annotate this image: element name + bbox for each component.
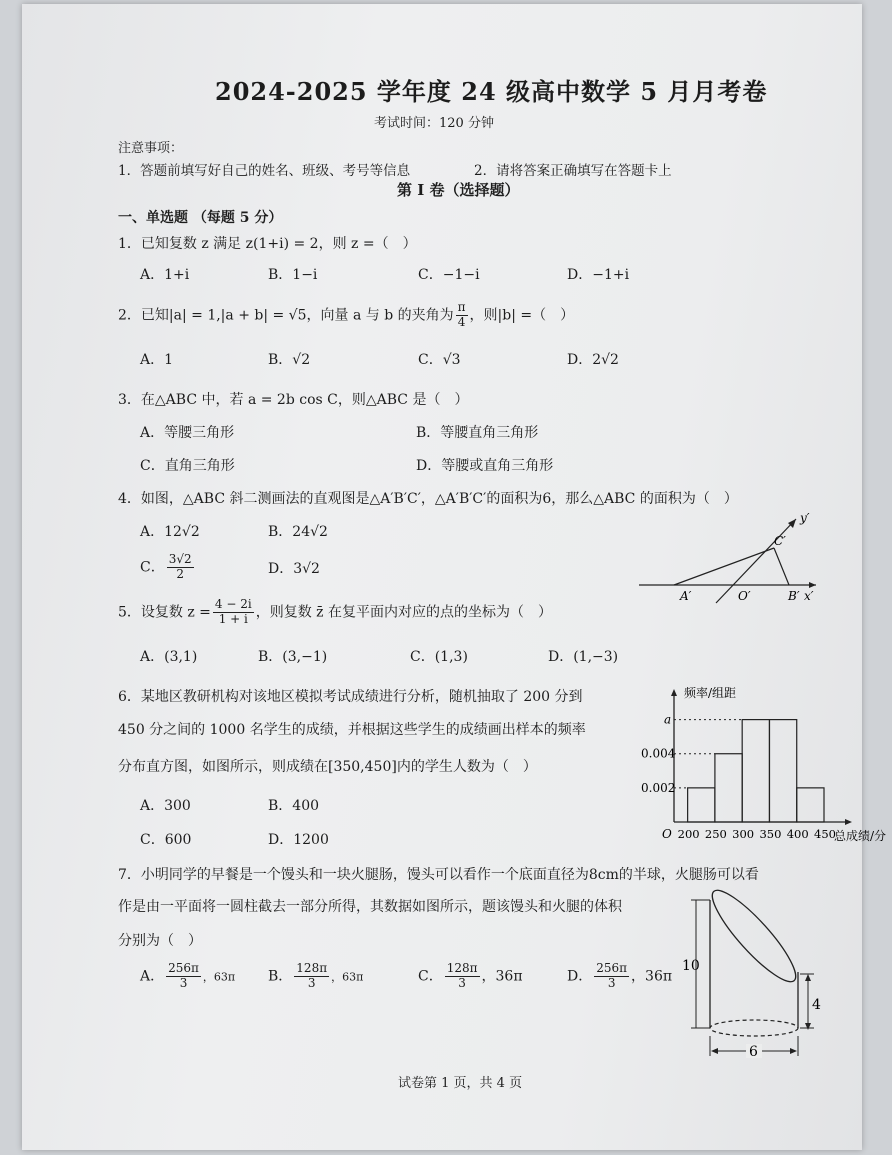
q7-a-num: 256π [168,961,199,975]
label-height-4: 4 [812,997,821,1013]
q7-c-label: C． [418,968,443,985]
hist-x-tick-label: 200 [677,827,700,841]
q6-option-a: A．300 [140,798,191,814]
q4-option-a: A．12√2 [140,524,200,540]
q7-line-1: 7．小明同学的早餐是一个馒头和一块火腿肠，馒头可以看作一个底面直径为8cm的半球，火腿肠可以看 [118,867,759,883]
q4-y-axis [716,519,796,603]
q1-option-c: C．−1−i [418,267,480,283]
q4-option-c-fraction [167,553,194,582]
q2-stem [118,301,574,330]
q5-frac-den: 1 + i [218,611,248,626]
q5-stem-pre: 5．设复数 z = [118,604,211,621]
q7-line-2: 作是由一平面将一圆柱截去一部分所得，其数据如图所示，题该馒头和火腿的体积 [118,899,622,915]
notice-1: 1．答题前填写好自己的姓名、班级、考号等信息 [118,163,411,179]
q5-option-d: D．(1,−3) [548,649,619,665]
cylinder-base [710,1020,798,1036]
hist-x-arrow [845,819,852,825]
q6-option-b: B．400 [268,798,320,814]
label-diameter-6: 6 [749,1044,758,1060]
q4-label-b: B′ [788,589,800,603]
hist-y-label: 频率/组距 [684,686,737,700]
q7-d-label: D． [567,968,593,985]
height-4-arrow-bottom [805,1023,811,1030]
q7-option-b [268,962,363,991]
hist-y-arrow [671,689,677,696]
hist-x-tick-label: 250 [704,827,727,841]
q7-d-tail: ，36π [631,968,673,985]
q4-option-d: D．3√2 [268,561,320,577]
hist-x-tick-label: 300 [732,827,755,841]
q7-cylinder-figure [680,888,820,1058]
q7-d-fraction [594,962,629,991]
q3-option-c: C．直角三角形 [140,458,235,474]
hist-bar [797,788,824,822]
q7-b-num: 128π [296,961,328,975]
q2-frac-num: π [457,300,466,314]
q4-stem: 4．如图，△ABC 斜二测画法的直观图是△A′B′C′，△A′B′C′的面积为6，那么△ABC 的面积为（ ） [118,491,738,507]
q4-label-y: y′ [800,511,810,525]
q4-side-cb [774,548,789,585]
notice-label: 注意事项： [118,141,184,156]
q7-a-label: A． [140,968,165,985]
hist-x-tick-label: 450 [814,827,836,841]
q6-option-c: C．600 [140,832,192,848]
hist-bar [742,720,769,822]
q7-option-a [140,962,235,991]
q6-line-2: 450 分之间的 1000 名学生的成绩，并根据这些学生的成绩画出样本的频率 [118,722,586,738]
q4-option-b: B．24√2 [268,524,328,540]
q3-option-b: B．等腰直角三角形 [416,425,539,441]
q4-option-c-label: C． [140,559,165,576]
q2-option-d: D．2√2 [567,352,619,368]
q7-c-tail: ，36π [481,968,523,985]
hist-bar [688,788,715,822]
notice-2: 2．请将答案正确填写在答题卡上 [474,163,672,179]
q4-label-c: C′ [774,534,786,548]
q6-line-1: 6．某地区教研机构对该地区模拟考试成绩进行分析，随机抽取了 200 分到 [118,689,583,705]
q5-stem [118,598,552,627]
q5-option-a: A．(3,1) [140,649,198,665]
q3-option-a: A．等腰三角形 [140,425,235,441]
q1-stem: 1．已知复数 z 满足 z(1+i) = 2，则 z =（ ） [118,236,417,252]
q7-d-num: 256π [596,961,628,975]
q6-line-3: 分布直方图，如图所示，则成绩在[350,450]内的学生人数为（ ） [118,759,537,775]
hist-x-tick-label: 400 [786,827,809,841]
q2-frac-den: 4 [457,314,466,329]
hist-y-tick-label: 0.002 [641,780,676,795]
q4-c-den: 2 [176,566,184,581]
diameter-arrow-left [711,1048,718,1054]
q4-label-a: A′ [680,589,692,603]
q7-a-den: 3 [179,975,188,990]
q3-stem: 3．在△ABC 中，若 a = 2b cos C，则△ABC 是（ ） [118,392,469,408]
q7-b-fraction [294,962,329,991]
q4-figure [634,509,819,604]
q4-label-x: x′ [804,589,814,603]
q5-frac-num: 4 − 2i [214,597,252,611]
q2-option-b: B．√2 [268,352,311,368]
hist-x-tick-label: 350 [759,827,782,841]
q7-option-d [567,962,672,991]
q2-stem-pre: 2．已知|a| = 1,|a + b| = √5，向量 a 与 b 的夹角为 [118,307,454,324]
hist-bar [715,754,742,822]
cut-ellipse [703,881,806,990]
exam-time: 考试时间：120 分钟 [374,116,494,131]
q5-stem-post: ，则复数 z̄ 在复平面内对应的点的坐标为（ ） [255,604,552,621]
label-height-10: 10 [682,958,700,974]
q4-label-o: O′ [738,589,751,603]
q3-option-d: D．等腰或直角三角形 [416,458,554,474]
q7-a-tail: ，63π [202,970,236,984]
hist-y-tick-label: 0.004 [641,746,676,761]
part-title: 第 I 卷（选择题） [397,181,520,199]
hist-origin: O [662,827,672,841]
q7-a-fraction [166,962,201,991]
q5-option-b: B．(3,−1) [258,649,328,665]
q7-line-3: 分别为（ ） [118,933,202,949]
q4-x-arrow [809,582,816,588]
q4-option-c [140,553,196,582]
hist-bar [769,720,796,822]
page-footer: 试卷第 1 页，共 4 页 [398,1076,523,1091]
q5-fraction [213,598,254,627]
q7-c-den: 3 [458,975,466,990]
q4-side-ac [674,548,774,585]
exam-title: 2024-2025 学年度 24 级高中数学 5 月月考卷 [215,77,768,106]
q7-c-fraction [445,962,480,991]
q7-b-label: B． [268,968,293,985]
q1-option-b: B．1−i [268,267,318,283]
exam-sheet [22,4,887,1150]
q2-option-a: A．1 [140,352,174,368]
q4-c-num: 3√2 [168,552,192,566]
section-title: 一、单选题 （每题 5 分） [118,210,283,226]
q7-b-tail: ，63π [331,970,364,984]
q7-b-den: 3 [307,975,316,990]
q7-option-c [418,962,523,991]
q1-option-d: D．−1+i [567,267,630,283]
q1-option-a: A．1+i [140,267,190,283]
q2-option-c: C．√3 [418,352,461,368]
q6-option-d: D．1200 [268,832,329,848]
height-4-arrow-top [805,974,811,981]
hist-x-label: 总成绩/分 [834,829,887,843]
histogram-chart [614,684,887,849]
q5-option-c: C．(1,3) [410,649,468,665]
hist-y-tick-label: a [664,712,672,727]
q7-c-num: 128π [446,961,478,975]
q7-d-den: 3 [607,975,616,990]
q2-angle-fraction [456,301,468,330]
q2-stem-post: ，则|b| =（ ） [469,307,575,324]
diameter-arrow-right [790,1048,797,1054]
